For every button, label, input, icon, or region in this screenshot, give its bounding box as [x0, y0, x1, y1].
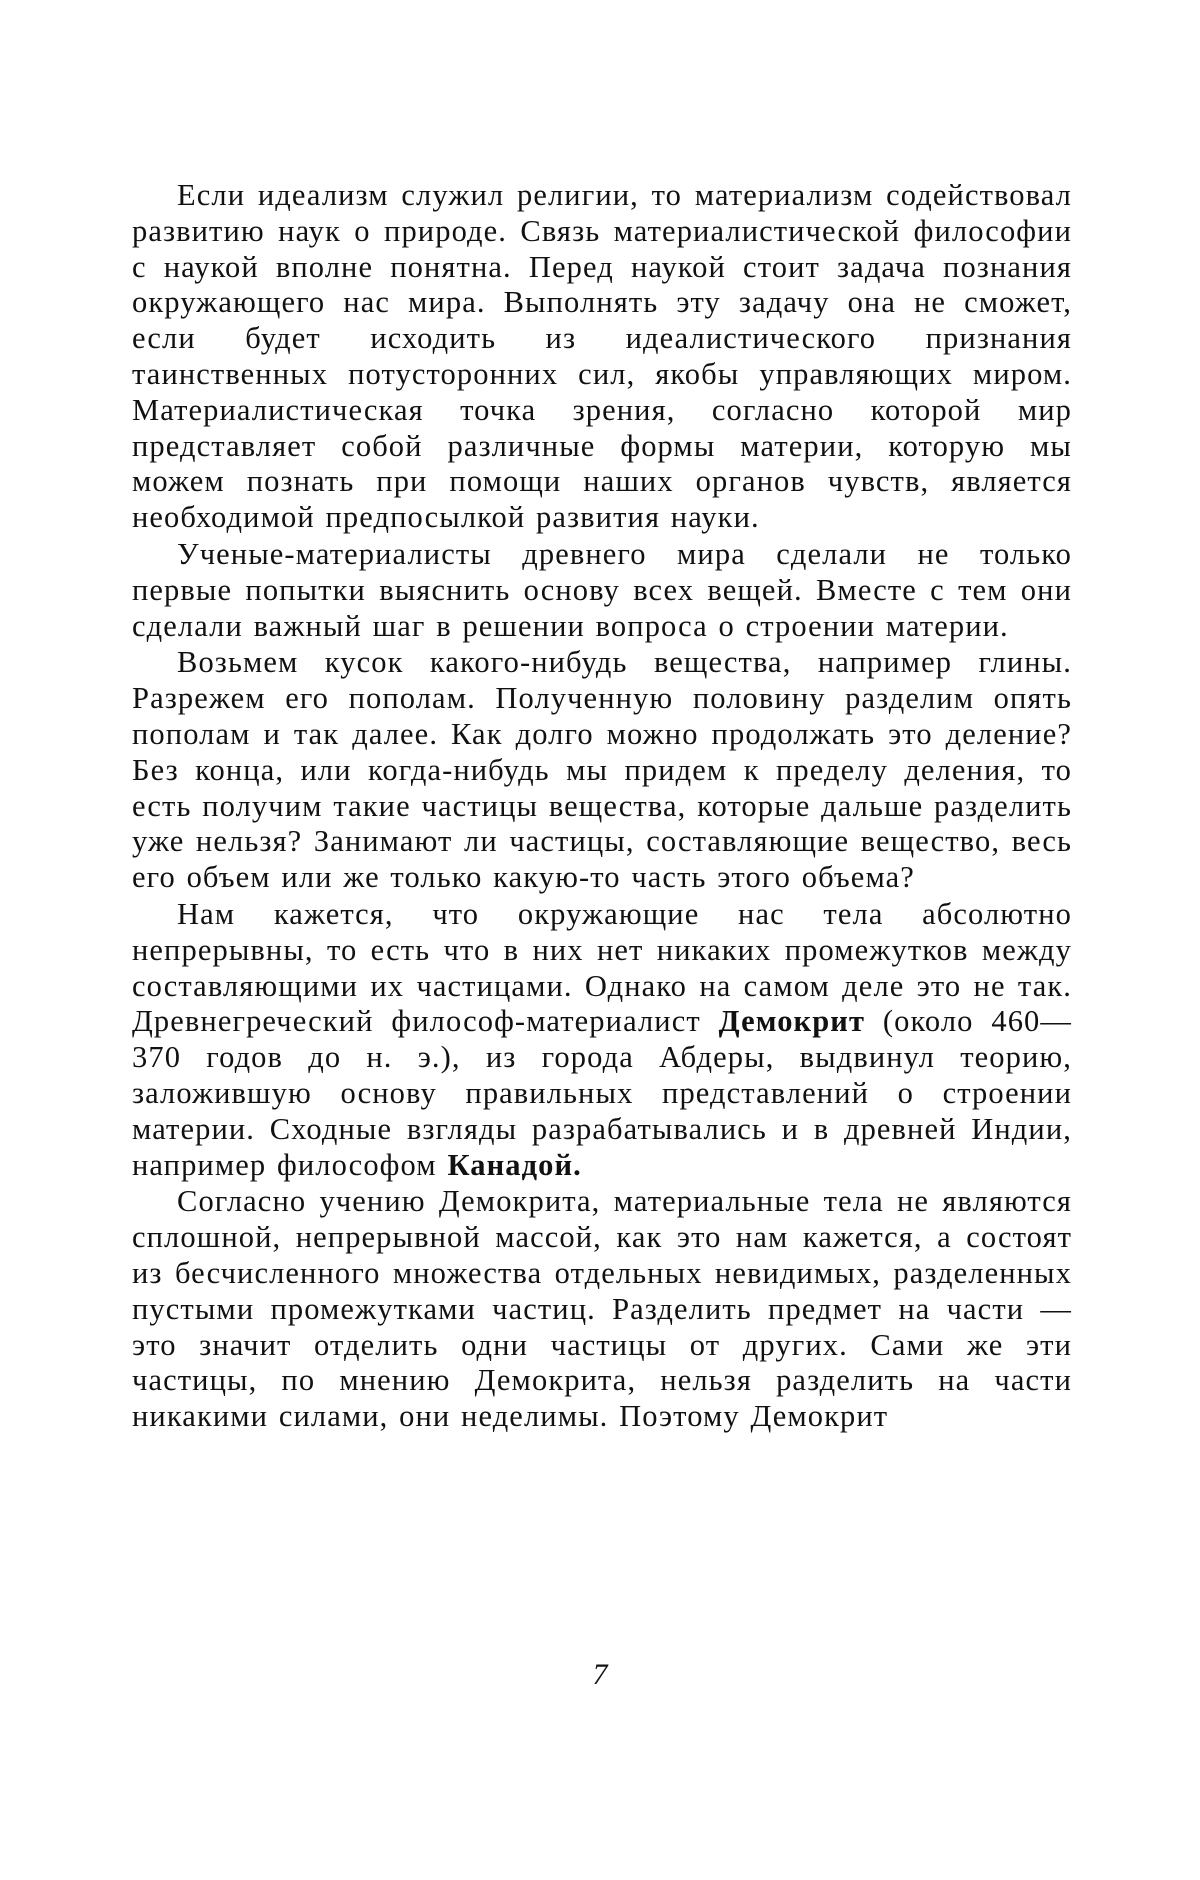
paragraph-4-text-a: Нам кажется, что окружающие нас тела абсолютно непрерывны, то есть что в них нет никаких промежутков между составляющими их частицами. Однако на самом деле это не так. Древнегреческий философ-материалист	[132, 896, 1072, 1039]
name-kanada: Канадой.	[447, 1147, 582, 1182]
paragraph-1: Если идеализм служил религии, то материализм содействовал развитию наук о природе. Связь материалистической философии с наукой вполне понятна. Перед наукой стоит задача познания окружающего нас мира. Выполнять эту задачу она не сможет, если будет исходить из идеалистического признания таинственных потусторонних сил, якобы управляющих миром. Материалистическая точка зрения, согласно которой мир представляет собой различные формы материи, которую мы можем познать при помощи наших органов чувств, является необходимой предпосылкой развития науки.	[132, 178, 1072, 535]
body-text	[132, 178, 1072, 1435]
paragraph-5: Согласно учению Демокрита, материальные тела не являются сплошной, непрерывной массой, как это нам кажется, а состоят из бесчисленного множества отдельных невидимых, разделенных пустыми промежутками частиц. Разделить предмет на части — это значит отделить одни частицы от других. Сами же эти частицы, по мнению Демокрита, нельзя разделить на части никакими силами, они неделимы. Поэтому Демокрит	[132, 1184, 1072, 1434]
page-number: 7	[592, 1658, 608, 1691]
paragraph-2: Ученые-материалисты древнего мира сделали не только первые попытки выяснить основу всех вещей. Вместе с тем они сделали важный шаг в решении вопроса о строении материи.	[132, 536, 1072, 643]
name-democritus: Демокрит	[718, 1004, 866, 1039]
paragraph-4	[132, 897, 1072, 1183]
paragraph-3: Возьмем кусок какого-нибудь вещества, например глины. Разрежем его пополам. Полученную половину разделим опять пополам и так далее. Как долго можно продолжать это деление? Без конца, или когда-нибудь мы придем к пределу деления, то есть получим такие частицы вещества, которые дальше разделить уже нельзя? Занимают ли частицы, составляющие вещество, весь его объем или же только какую-то часть этого объема?	[132, 645, 1072, 895]
paragraph-4-text-b: (около 460—370 годов до н. э.), из города Абдеры, выдвинул теорию, заложившую основу правильных представлений о строении материи. Сходные взгляды разрабатывались и в древней Индии, например философом	[132, 1004, 1072, 1182]
